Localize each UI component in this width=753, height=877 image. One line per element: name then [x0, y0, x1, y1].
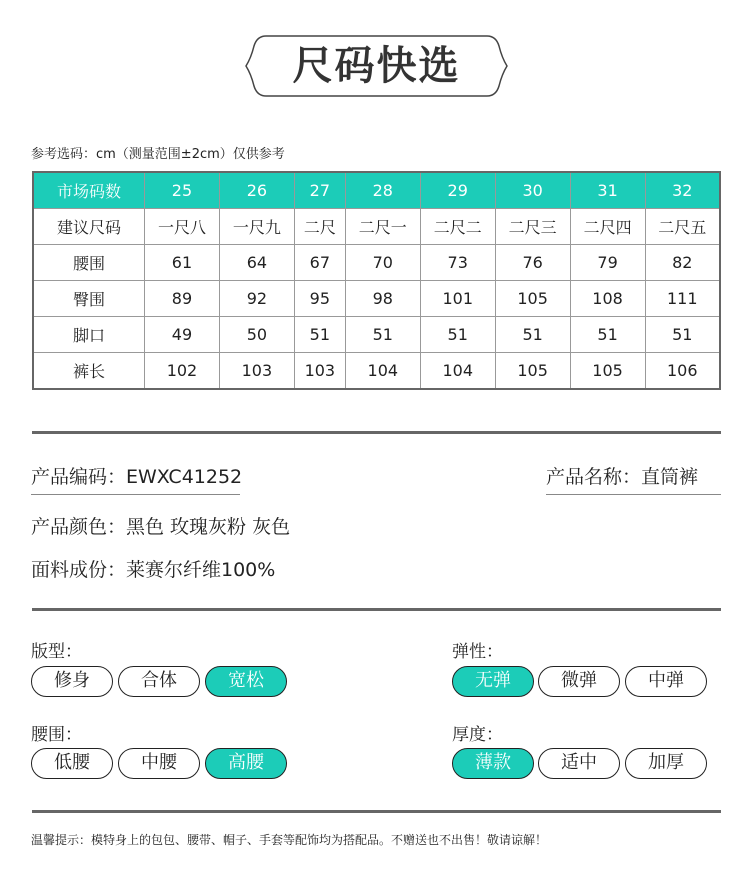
divider [32, 810, 721, 813]
size-table [32, 171, 721, 390]
table-cell: 31 [570, 172, 645, 209]
stretch-option-slight[interactable]: 微弹 [538, 666, 620, 697]
table-cell: 二尺 [294, 209, 345, 245]
table-cell: 61 [145, 245, 220, 281]
table-cell: 25 [145, 172, 220, 209]
table-cell: 105 [495, 280, 570, 316]
table-cell: 89 [145, 280, 220, 316]
table-cell: 28 [345, 172, 420, 209]
table-row [33, 316, 720, 352]
thickness-option-medium[interactable]: 适中 [538, 748, 620, 779]
table-cell: 103 [219, 352, 294, 389]
table-row [33, 280, 720, 316]
waist-label: 腰围： [31, 725, 82, 745]
table-cell: 106 [645, 352, 720, 389]
waist-option-low[interactable]: 低腰 [31, 748, 113, 779]
fit-option-regular[interactable]: 合体 [118, 666, 200, 697]
table-cell: 111 [645, 280, 720, 316]
table-cell: 101 [420, 280, 495, 316]
stretch-option-none[interactable]: 无弹 [452, 666, 534, 697]
table-cell: 30 [495, 172, 570, 209]
product-fabric: 面料成份：莱赛尔纤维100% [31, 559, 276, 581]
thickness-label: 厚度： [452, 725, 503, 745]
table-cell: 一尺九 [219, 209, 294, 245]
table-cell: 79 [570, 245, 645, 281]
waist-option-mid[interactable]: 中腰 [118, 748, 200, 779]
table-cell: 51 [345, 316, 420, 352]
table-cell: 32 [645, 172, 720, 209]
product-code: 产品编码：EWXC41252 [31, 466, 243, 488]
table-cell: 104 [345, 352, 420, 389]
table-cell: 26 [219, 172, 294, 209]
table-row [33, 245, 720, 281]
product-name: 产品名称：直筒裤 [546, 466, 699, 488]
table-cell: 51 [570, 316, 645, 352]
table-cell: 51 [420, 316, 495, 352]
warm-tip: 温馨提示：模特身上的包包、腰带、帽子、手套等配饰均为搭配品。不赠送也不出售！敬请谅解！ [31, 833, 548, 847]
table-cell: 腰围 [33, 245, 145, 281]
fit-option-slim[interactable]: 修身 [31, 666, 113, 697]
stretch-option-medium[interactable]: 中弹 [625, 666, 707, 697]
table-cell: 49 [145, 316, 220, 352]
underline [31, 494, 240, 495]
table-cell: 脚口 [33, 316, 145, 352]
table-cell: 二尺五 [645, 209, 720, 245]
table-cell: 29 [420, 172, 495, 209]
table-cell: 73 [420, 245, 495, 281]
table-cell: 二尺一 [345, 209, 420, 245]
measurement-note: 参考选码：cm（测量范围±2cm）仅供参考 [31, 147, 285, 162]
divider [32, 431, 721, 434]
table-cell: 51 [645, 316, 720, 352]
product-color: 产品颜色：黑色 玫瑰灰粉 灰色 [31, 516, 291, 538]
table-row [33, 209, 720, 245]
page-title: 尺码快选 [292, 43, 461, 89]
table-cell: 95 [294, 280, 345, 316]
table-header-row [33, 172, 720, 209]
table-cell: 51 [495, 316, 570, 352]
table-cell: 104 [420, 352, 495, 389]
table-cell: 27 [294, 172, 345, 209]
table-cell: 105 [570, 352, 645, 389]
table-cell: 103 [294, 352, 345, 389]
table-cell: 70 [345, 245, 420, 281]
table-cell: 64 [219, 245, 294, 281]
divider [32, 608, 721, 611]
table-cell: 50 [219, 316, 294, 352]
table-cell: 51 [294, 316, 345, 352]
fit-option-loose[interactable]: 宽松 [205, 666, 287, 697]
waist-option-high[interactable]: 高腰 [205, 748, 287, 779]
table-row [33, 352, 720, 389]
table-cell: 一尺八 [145, 209, 220, 245]
table-cell: 裤长 [33, 352, 145, 389]
table-cell: 二尺三 [495, 209, 570, 245]
table-cell: 98 [345, 280, 420, 316]
thickness-option-thick[interactable]: 加厚 [625, 748, 707, 779]
table-cell: 76 [495, 245, 570, 281]
table-cell: 102 [145, 352, 220, 389]
table-cell: 92 [219, 280, 294, 316]
thickness-option-thin[interactable]: 薄款 [452, 748, 534, 779]
table-cell: 108 [570, 280, 645, 316]
table-cell: 建议尺码 [33, 209, 145, 245]
underline [546, 494, 721, 495]
table-cell: 市场码数 [33, 172, 145, 209]
table-cell: 二尺二 [420, 209, 495, 245]
table-cell: 臀围 [33, 280, 145, 316]
table-cell: 67 [294, 245, 345, 281]
title-banner [244, 34, 509, 98]
table-cell: 82 [645, 245, 720, 281]
table-cell: 105 [495, 352, 570, 389]
stretch-label: 弹性： [452, 642, 503, 662]
fit-label: 版型： [31, 642, 82, 662]
table-cell: 二尺四 [570, 209, 645, 245]
